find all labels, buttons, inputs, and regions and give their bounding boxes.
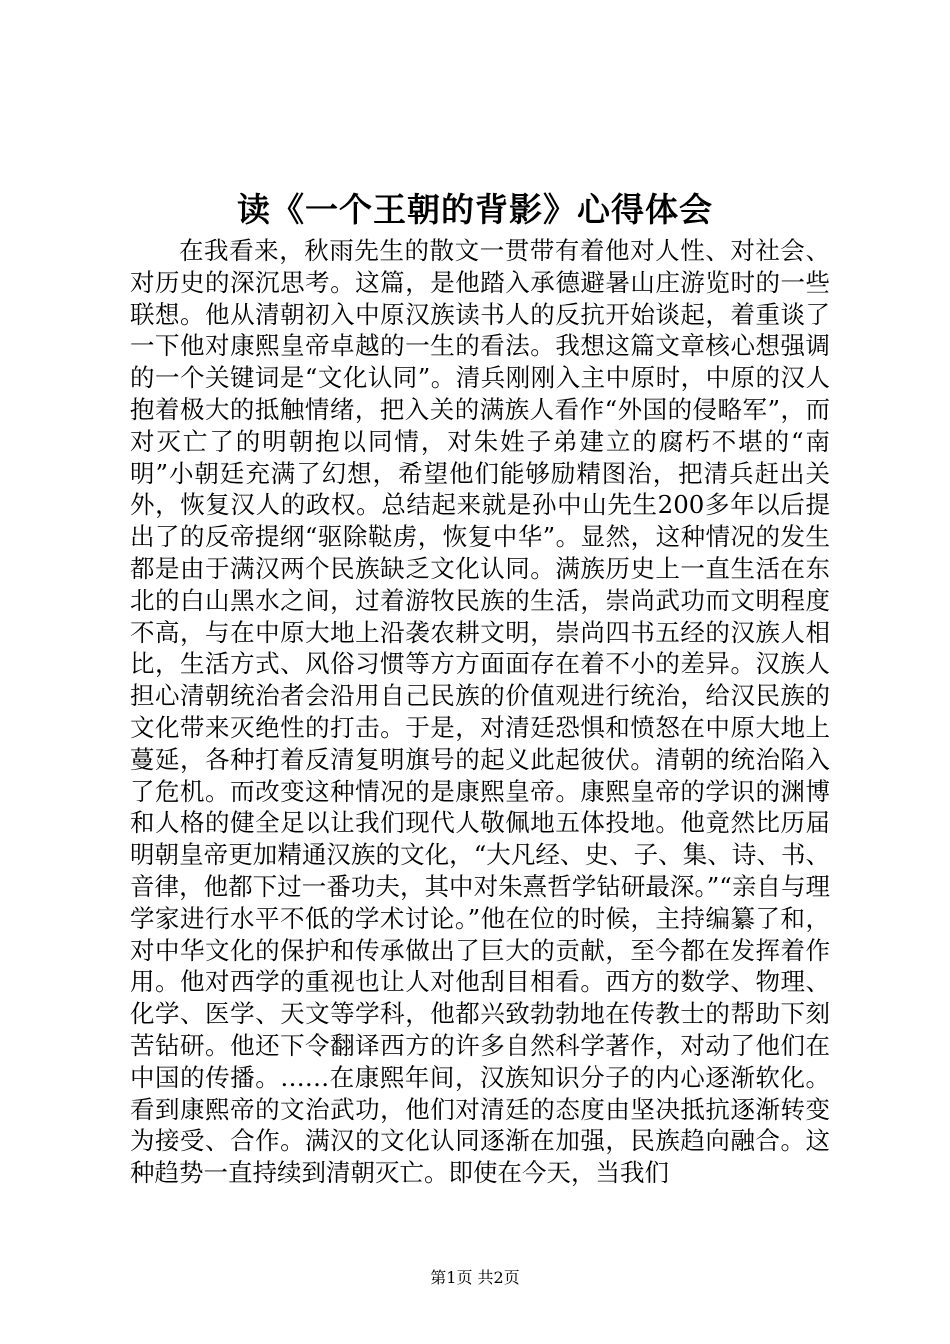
document-title: 读《一个王朝的背影》心得体会 [237,190,713,229]
body-paragraph: 在我看来，秋雨先生的散文一贯带有着他对人性、对社会、对历史的深沉思考。这篇，是他踏入承德避暑山庄游览时的一些联想。他从清朝初入中原汉族读书人的反抗开始谈起，着重谈了一下他对康熙皇帝卓越的一生的看法。我想这篇文章核心想强调的一个关键词是“文化认同”。清兵刚刚入主中原时，中原的汉人抱着极大的抵触情绪，把入关的满族人看作“外国的侵略军”，而对灭亡了的明朝抱以同情，对朱姓子弟建立的腐朽不堪的“南明”小朝廷充满了幻想，希望他们能够励精图治，把清兵赶出关外，恢复汉人的政权。总结起来就是孙中山先生200多年以后提出了的反帝提纲“驱除鞑虏，恢复中华”。显然，这种情况的发生都是由于满汉两个民族缺乏文化认同。满族历史上一直生活在东北的白山黑水之间，过着游牧民族的生活，崇尚武功而文明程度不高，与在中原大地上沿袭农耕文明，崇尚四书五经的汉族人相比，生活方式、风俗习惯等方方面面存在着不小的差异。汉族人担心清朝统治者会沿用自己民族的价值观进行统治，给汉民族的文化带来灭绝性的打击。于是，对清廷恐惧和愤怒在中原大地上蔓延，各种打着反清复明旗号的起义此起彼伏。清朝的统治陷入了危机。而改变这种情况的是康熙皇帝。康熙皇帝的学识的渊博和人格的健全足以让我们现代人敬佩地五体投地。他竟然比历届明朝皇帝更加精通汉族的文化，“大凡经、史、子、集、诗、书、音律，他都下过一番功夫，其中对朱熹哲学钻研最深。”“亲自与理学家进行水平不低的学术讨论。”他在位的时候，主持编纂了和，对中华文化的保护和传承做出了巨大的贡献，至今都在发挥着作用。他对西学的重视也让人对他刮目相看。西方的数学、物理、化学、医学、天文等学科，他都兴致勃勃地在传教士的帮助下刻苦钻研。他还下令翻译西方的许多自然科学著作，对动了他们在中国的传播。……在康熙年间，汉族知识分子的内心逐渐软化。看到康熙帝的文治武功，他们对清廷的态度由坚决抵抗逐渐转变为接受、合作。满汉的文化认同逐渐在加强，民族趋向融合。这种趋势一直持续到清朝灭亡。即使在今天，当我们 [130,236,830,1188]
page-footer: 第1页 共2页 [430,1268,520,1287]
